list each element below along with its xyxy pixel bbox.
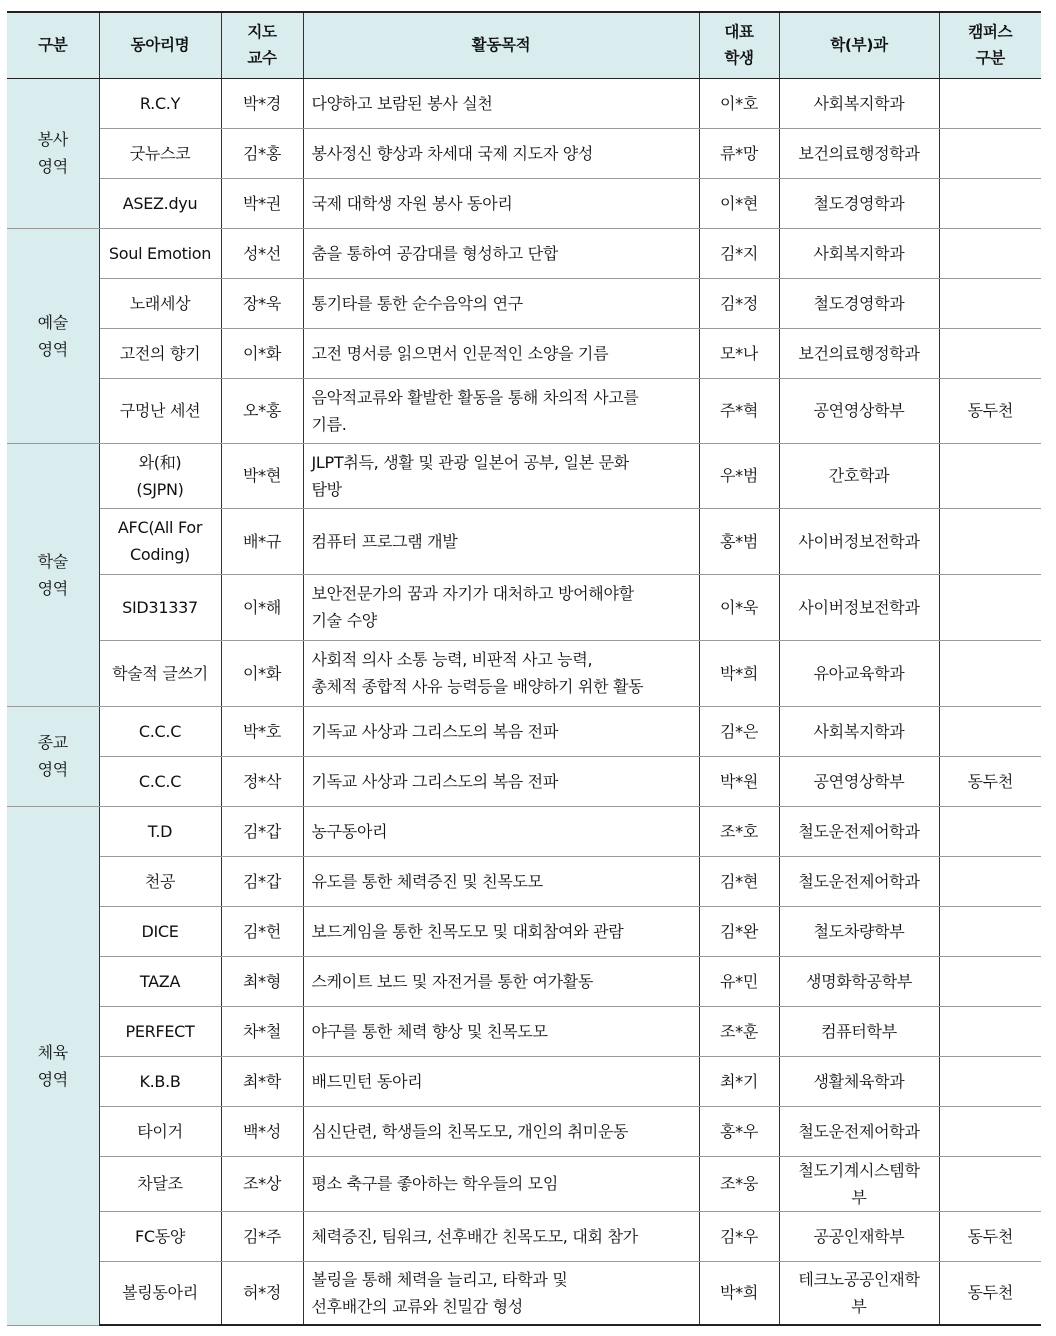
advisor-cell: 김*홍	[221, 128, 303, 178]
table-body	[7, 78, 1041, 1325]
department-cell: 공연영상학부	[779, 756, 939, 806]
header-dept: 학(부)과	[779, 12, 939, 78]
rep-student-cell: 주*혁	[699, 378, 779, 443]
club-name-cell: 굿뉴스코	[99, 128, 221, 178]
purpose-cell: 컴퓨터 프로그램 개발	[303, 508, 699, 574]
rep-student-cell: 김*은	[699, 706, 779, 756]
advisor-cell: 김*갑	[221, 856, 303, 906]
table-row	[7, 78, 1041, 128]
club-name-cell: K.B.B	[99, 1056, 221, 1106]
rep-student-cell: 김*정	[699, 278, 779, 328]
advisor-cell: 김*주	[221, 1211, 303, 1261]
purpose-cell: JLPT취득, 생활 및 관광 일본어 공부, 일본 문화 탐방	[303, 443, 699, 508]
table-row	[7, 228, 1041, 278]
advisor-cell: 배*규	[221, 508, 303, 574]
campus-cell	[939, 1106, 1041, 1156]
rep-student-cell: 이*욱	[699, 574, 779, 640]
advisor-cell: 장*욱	[221, 278, 303, 328]
campus-cell	[939, 1056, 1041, 1106]
table-row	[7, 756, 1041, 806]
campus-cell	[939, 640, 1041, 706]
table-row	[7, 1006, 1041, 1056]
advisor-cell: 성*선	[221, 228, 303, 278]
purpose-cell: 농구동아리	[303, 806, 699, 856]
rep-student-cell: 우*범	[699, 443, 779, 508]
purpose-cell: 기독교 사상과 그리스도의 복음 전파	[303, 706, 699, 756]
table-row	[7, 1261, 1041, 1325]
table-row	[7, 856, 1041, 906]
purpose-cell: 유도를 통한 체력증진 및 친목도모	[303, 856, 699, 906]
purpose-cell: 통기타를 통한 순수음악의 연구	[303, 278, 699, 328]
purpose-cell: 음악적교류와 활발한 활동을 통해 차의적 사고를 기름.	[303, 378, 699, 443]
advisor-cell: 차*철	[221, 1006, 303, 1056]
advisor-cell: 이*화	[221, 640, 303, 706]
department-cell: 생명화학공학부	[779, 956, 939, 1006]
purpose-cell: 국제 대학생 자원 봉사 동아리	[303, 178, 699, 228]
club-table	[7, 11, 1041, 1326]
campus-cell	[939, 278, 1041, 328]
department-cell: 철도차량학부	[779, 906, 939, 956]
category-cell: 체육 영역	[7, 806, 99, 1325]
advisor-cell: 허*정	[221, 1261, 303, 1325]
category-cell: 학술 영역	[7, 443, 99, 706]
header-rep: 대표 학생	[699, 12, 779, 78]
club-name-cell: 와(和) (SJPN)	[99, 443, 221, 508]
purpose-cell: 다양하고 보람된 봉사 실천	[303, 78, 699, 128]
department-cell: 사회복지학과	[779, 228, 939, 278]
purpose-cell: 춤을 통하여 공감대를 형성하고 단합	[303, 228, 699, 278]
advisor-cell: 이*해	[221, 574, 303, 640]
department-cell: 철도운전제어학과	[779, 1106, 939, 1156]
club-name-cell: C.C.C	[99, 756, 221, 806]
department-cell: 테크노공공인재학 부	[779, 1261, 939, 1325]
department-cell: 컴퓨터학부	[779, 1006, 939, 1056]
club-name-cell: AFC(All For Coding)	[99, 508, 221, 574]
purpose-cell: 야구를 통한 체력 향상 및 친목도모	[303, 1006, 699, 1056]
club-name-cell: 학술적 글쓰기	[99, 640, 221, 706]
rep-student-cell: 홍*우	[699, 1106, 779, 1156]
campus-cell	[939, 228, 1041, 278]
department-cell: 공공인재학부	[779, 1211, 939, 1261]
campus-cell	[939, 443, 1041, 508]
campus-cell: 동두천	[939, 1261, 1041, 1325]
purpose-cell: 보안전문가의 꿈과 자기가 대처하고 방어해야할 기술 수양	[303, 574, 699, 640]
rep-student-cell: 김*현	[699, 856, 779, 906]
department-cell: 사이버정보전학과	[779, 508, 939, 574]
department-cell: 보건의료행정학과	[779, 128, 939, 178]
rep-student-cell: 이*호	[699, 78, 779, 128]
rep-student-cell: 조*호	[699, 806, 779, 856]
table-row	[7, 1156, 1041, 1211]
club-name-cell: SID31337	[99, 574, 221, 640]
rep-student-cell: 조*훈	[699, 1006, 779, 1056]
club-name-cell: 볼링동아리	[99, 1261, 221, 1325]
club-name-cell: R.C.Y	[99, 78, 221, 128]
rep-student-cell: 홍*범	[699, 508, 779, 574]
advisor-cell: 정*삭	[221, 756, 303, 806]
advisor-cell: 백*성	[221, 1106, 303, 1156]
purpose-cell: 심신단련, 학생들의 친목도모, 개인의 취미운동	[303, 1106, 699, 1156]
campus-cell: 동두천	[939, 756, 1041, 806]
rep-student-cell: 김*완	[699, 906, 779, 956]
club-name-cell: Soul Emotion	[99, 228, 221, 278]
club-name-cell: TAZA	[99, 956, 221, 1006]
department-cell: 생활체육학과	[779, 1056, 939, 1106]
rep-student-cell: 조*웅	[699, 1156, 779, 1211]
advisor-cell: 박*권	[221, 178, 303, 228]
table-row	[7, 128, 1041, 178]
campus-cell	[939, 328, 1041, 378]
table-row	[7, 328, 1041, 378]
campus-cell	[939, 806, 1041, 856]
advisor-cell: 최*형	[221, 956, 303, 1006]
rep-student-cell: 최*기	[699, 1056, 779, 1106]
table-row	[7, 706, 1041, 756]
rep-student-cell: 박*희	[699, 640, 779, 706]
advisor-cell: 오*홍	[221, 378, 303, 443]
purpose-cell: 체력증진, 팀워크, 선후배간 친목도모, 대회 참가	[303, 1211, 699, 1261]
header-row	[7, 12, 1041, 78]
campus-cell	[939, 178, 1041, 228]
club-name-cell: PERFECT	[99, 1006, 221, 1056]
department-cell: 유아교육학과	[779, 640, 939, 706]
advisor-cell: 최*학	[221, 1056, 303, 1106]
club-name-cell: 노래세상	[99, 278, 221, 328]
table-row	[7, 378, 1041, 443]
campus-cell	[939, 906, 1041, 956]
table-row	[7, 1106, 1041, 1156]
table-row	[7, 1211, 1041, 1261]
table-row	[7, 508, 1041, 574]
purpose-cell: 봉사정신 향상과 차세대 국제 지도자 양성	[303, 128, 699, 178]
department-cell: 사회복지학과	[779, 706, 939, 756]
department-cell: 철도운전제어학과	[779, 856, 939, 906]
campus-cell: 동두천	[939, 1211, 1041, 1261]
department-cell: 철도경영학과	[779, 278, 939, 328]
rep-student-cell: 박*희	[699, 1261, 779, 1325]
department-cell: 간호학과	[779, 443, 939, 508]
header-club: 동아리명	[99, 12, 221, 78]
rep-student-cell: 박*원	[699, 756, 779, 806]
header-advisor: 지도 교수	[221, 12, 303, 78]
header-purpose: 활동목적	[303, 12, 699, 78]
category-cell: 예술 영역	[7, 228, 99, 443]
table-row	[7, 178, 1041, 228]
rep-student-cell: 이*현	[699, 178, 779, 228]
table-row	[7, 906, 1041, 956]
advisor-cell: 김*헌	[221, 906, 303, 956]
campus-cell	[939, 956, 1041, 1006]
campus-cell	[939, 1156, 1041, 1211]
purpose-cell: 보드게임을 통한 친목도모 및 대회참여와 관람	[303, 906, 699, 956]
category-cell: 종교 영역	[7, 706, 99, 806]
purpose-cell: 배드민턴 동아리	[303, 1056, 699, 1106]
header-category: 구분	[7, 12, 99, 78]
campus-cell	[939, 508, 1041, 574]
table-row	[7, 443, 1041, 508]
club-name-cell: 구멍난 세션	[99, 378, 221, 443]
club-name-cell: 고전의 향기	[99, 328, 221, 378]
club-name-cell: 천공	[99, 856, 221, 906]
purpose-cell: 평소 축구를 좋아하는 학우들의 모임	[303, 1156, 699, 1211]
club-name-cell: T.D	[99, 806, 221, 856]
purpose-cell: 고전 명서릉 읽으면서 인문적인 소양을 기름	[303, 328, 699, 378]
club-name-cell: ASEZ.dyu	[99, 178, 221, 228]
campus-cell: 동두천	[939, 378, 1041, 443]
header-campus: 캠퍼스 구분	[939, 12, 1041, 78]
department-cell: 철도운전제어학과	[779, 806, 939, 856]
department-cell: 철도기계시스템학 부	[779, 1156, 939, 1211]
rep-student-cell: 류*망	[699, 128, 779, 178]
rep-student-cell: 유*민	[699, 956, 779, 1006]
department-cell: 사회복지학과	[779, 78, 939, 128]
advisor-cell: 박*경	[221, 78, 303, 128]
campus-cell	[939, 574, 1041, 640]
advisor-cell: 이*화	[221, 328, 303, 378]
campus-cell	[939, 128, 1041, 178]
department-cell: 사이버정보전학과	[779, 574, 939, 640]
rep-student-cell: 김*우	[699, 1211, 779, 1261]
table-row	[7, 278, 1041, 328]
campus-cell	[939, 1006, 1041, 1056]
campus-cell	[939, 856, 1041, 906]
purpose-cell: 사회적 의사 소통 능력, 비판적 사고 능력, 총체적 종합적 사유 능력등을 배양하기 위한 활동	[303, 640, 699, 706]
club-name-cell: DICE	[99, 906, 221, 956]
purpose-cell: 볼링을 통해 체력을 늘리고, 타학과 및 선후배간의 교류와 친밀감 형성	[303, 1261, 699, 1325]
rep-student-cell: 김*지	[699, 228, 779, 278]
category-cell: 봉사 영역	[7, 78, 99, 228]
department-cell: 공연영상학부	[779, 378, 939, 443]
table-row	[7, 640, 1041, 706]
club-name-cell: FC동양	[99, 1211, 221, 1261]
table-row	[7, 1056, 1041, 1106]
purpose-cell: 스케이트 보드 및 자전거를 통한 여가활동	[303, 956, 699, 1006]
advisor-cell: 김*갑	[221, 806, 303, 856]
club-name-cell: 타이거	[99, 1106, 221, 1156]
department-cell: 보건의료행정학과	[779, 328, 939, 378]
advisor-cell: 박*현	[221, 443, 303, 508]
club-name-cell: 차달조	[99, 1156, 221, 1211]
table-row	[7, 806, 1041, 856]
advisor-cell: 박*호	[221, 706, 303, 756]
advisor-cell: 조*상	[221, 1156, 303, 1211]
table-row	[7, 956, 1041, 1006]
table-row	[7, 574, 1041, 640]
rep-student-cell: 모*나	[699, 328, 779, 378]
club-name-cell: C.C.C	[99, 706, 221, 756]
campus-cell	[939, 706, 1041, 756]
purpose-cell: 기독교 사상과 그리스도의 복음 전파	[303, 756, 699, 806]
department-cell: 철도경영학과	[779, 178, 939, 228]
campus-cell	[939, 78, 1041, 128]
